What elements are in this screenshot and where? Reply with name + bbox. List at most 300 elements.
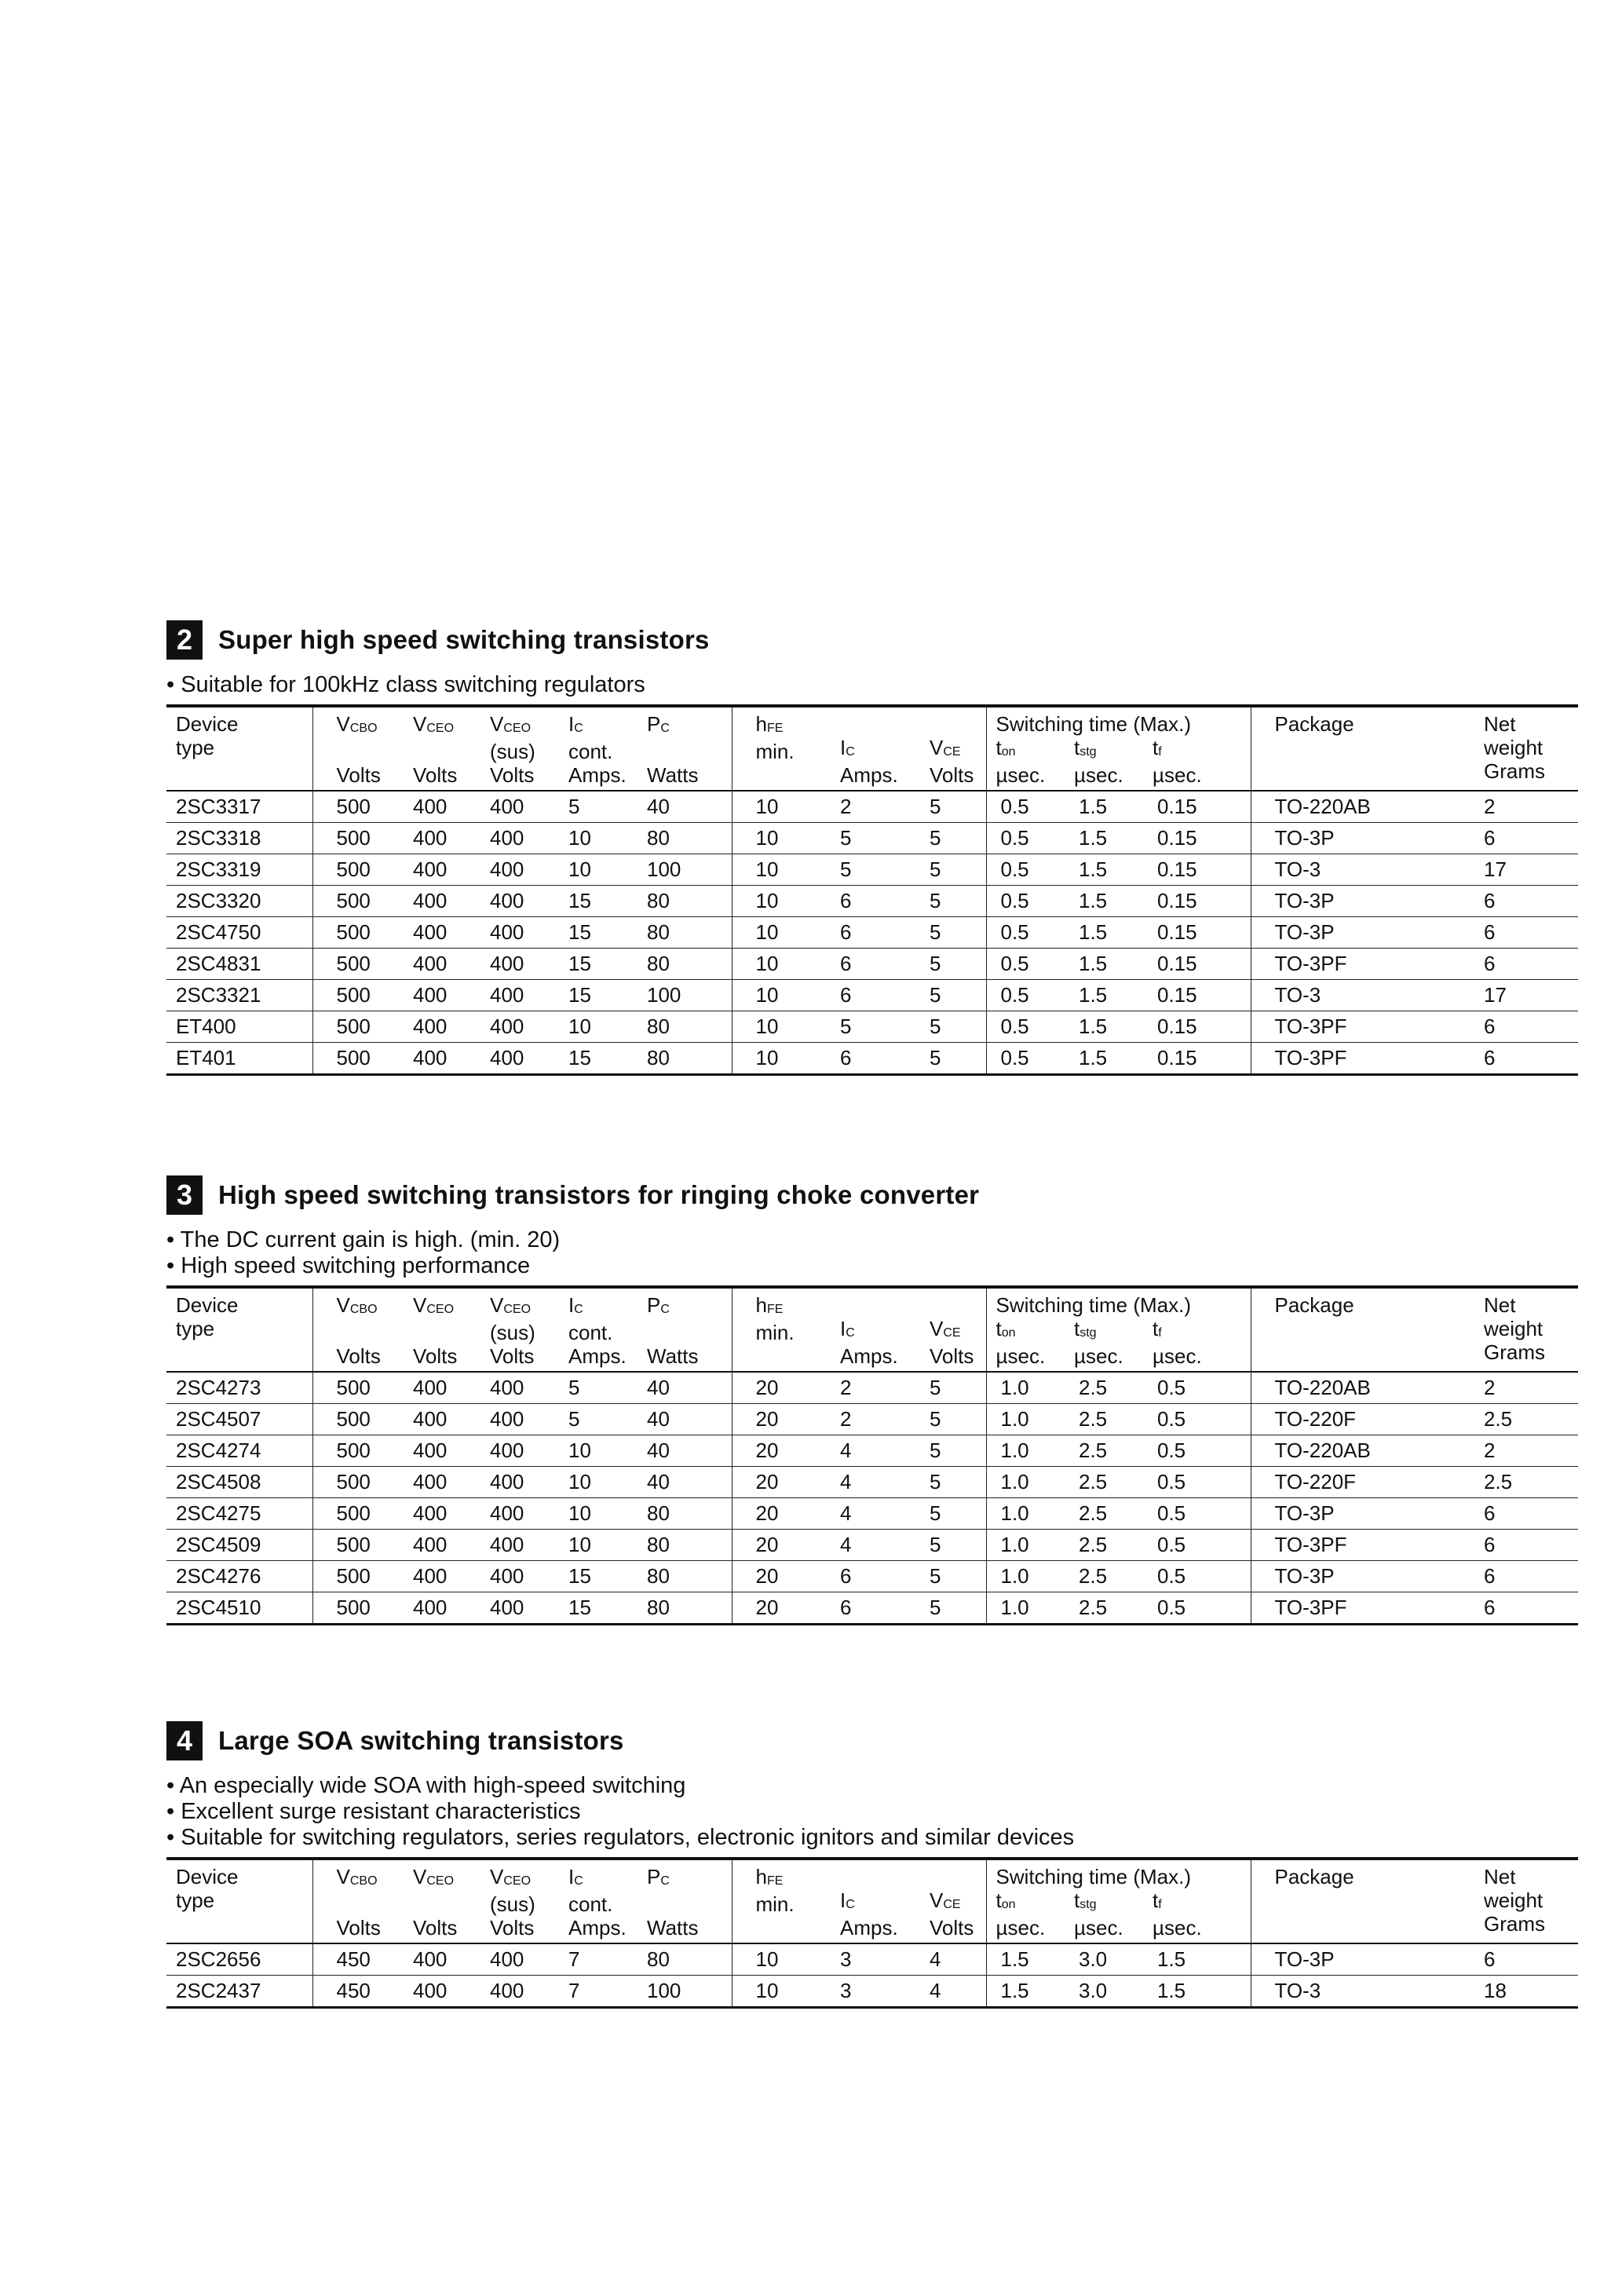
cell-net-weight: 2 [1460,791,1578,823]
cell-vcbo: 500 [312,1372,389,1404]
cell-pc: 80 [623,1561,732,1592]
cell-net-weight: 2 [1460,1435,1578,1467]
column-header-package [1251,1287,1460,1372]
spec-table [166,1285,1578,1625]
header-label: weight [1484,1317,1543,1340]
cell-hfe-vce: 5 [906,1404,986,1435]
cell-vcbo: 500 [312,1011,389,1043]
cell-hfe-ic: 6 [816,1592,906,1625]
cell-package: TO-3P [1251,823,1460,854]
cell-package: TO-3P [1251,1498,1460,1530]
cell-vcbo: 450 [312,1976,389,2008]
header-label: type [176,1888,215,1912]
cell-ton: 0.5 [986,791,1065,823]
cell-tstg: 1.5 [1065,823,1143,854]
table-row [166,1043,1578,1075]
cell-pc: 100 [623,1976,732,2008]
cell-hfe-vce: 5 [906,1561,986,1592]
cell-hfe-ic: 5 [816,1011,906,1043]
column-header-net-weight [1460,706,1578,791]
header-unit: Volts [930,1916,974,1940]
cell-tstg: 2.5 [1065,1592,1143,1625]
feature-item: • An especially wide SOA with high-speed switching [166,1773,686,1798]
cell-hfe-min: 20 [732,1498,816,1530]
cell-vceo: 400 [389,1404,466,1435]
cell-vcbo: 450 [312,1943,389,1976]
cell-hfe-vce: 5 [906,1592,986,1625]
header-label: Package [1274,712,1354,736]
cell-hfe-vce: 5 [906,1530,986,1561]
cell-hfe-min: 10 [732,823,816,854]
column-header-device-type [166,1859,312,1943]
cell-vceo: 400 [389,1592,466,1625]
cell-device-type: 2SC3319 [166,854,312,886]
header-label: I [568,1293,575,1317]
cell-ton: 0.5 [986,980,1065,1011]
table-row [166,1435,1578,1467]
cell-ic-cont: 10 [545,823,623,854]
cell-hfe-vce: 4 [906,1976,986,2008]
cell-ton: 1.5 [986,1943,1065,1976]
table-row [166,823,1578,854]
cell-device-type: 2SC4276 [166,1561,312,1592]
header-unit: µsec. [995,1344,1046,1368]
header-label: Device [176,712,239,736]
header-subscript: on [1001,745,1016,759]
header-unit: Watts [647,1916,699,1940]
header-label: V [930,1888,944,1912]
header-label: (sus) [490,1892,535,1916]
cell-tf: 0.15 [1143,823,1251,854]
cell-hfe-vce: 5 [906,791,986,823]
cell-vcbo: 500 [312,917,389,949]
header-label: min. [755,1892,795,1916]
header-row [166,1287,1578,1372]
cell-hfe-min: 20 [732,1435,816,1467]
cell-vceo-sus: 400 [466,1435,545,1467]
column-header-vceo-sus [466,1287,545,1372]
cell-net-weight: 2.5 [1460,1467,1578,1498]
header-label: Net [1484,1293,1516,1317]
header-label: cont. [568,1892,613,1916]
header-subscript: C [846,1326,855,1340]
cell-hfe-vce: 5 [906,1498,986,1530]
header-subscript: C [846,745,855,759]
cell-package: TO-3P [1251,1943,1460,1976]
header-label: V [413,1865,427,1888]
header-label: t [1153,1317,1159,1340]
header-unit: µsec. [1074,763,1123,787]
cell-package: TO-220AB [1251,1372,1460,1404]
header-unit: Volts [930,1344,974,1368]
table-row [166,791,1578,823]
cell-vcbo: 500 [312,1043,389,1075]
cell-ton: 1.0 [986,1372,1065,1404]
cell-ton: 1.0 [986,1530,1065,1561]
cell-hfe-min: 10 [732,854,816,886]
cell-vceo: 400 [389,1976,466,2008]
cell-vcbo: 500 [312,1592,389,1625]
cell-tstg: 2.5 [1065,1435,1143,1467]
cell-vceo: 400 [389,823,466,854]
header-label: I [840,1888,846,1912]
cell-package: TO-3PF [1251,1043,1460,1075]
header-subscript: CBO [349,1303,378,1316]
cell-ic-cont: 10 [545,1435,623,1467]
header-subscript: CEO [426,1874,455,1888]
cell-vceo: 400 [389,791,466,823]
cell-tstg: 1.5 [1065,886,1143,917]
header-label: I [840,736,846,759]
cell-tf: 0.5 [1143,1592,1251,1625]
cell-ic-cont: 7 [545,1943,623,1976]
header-unit: µsec. [1153,763,1202,787]
cell-tstg: 2.5 [1065,1561,1143,1592]
header-subscript: CBO [349,1874,378,1888]
cell-pc: 80 [623,917,732,949]
cell-hfe-ic: 4 [816,1435,906,1467]
section-number-badge: 4 [166,1721,203,1760]
cell-device-type: ET401 [166,1043,312,1075]
cell-ic-cont: 15 [545,886,623,917]
cell-net-weight: 6 [1460,1592,1578,1625]
cell-vceo-sus: 400 [466,1011,545,1043]
column-header-net-weight [1460,1287,1578,1372]
header-unit: Amps. [840,763,898,787]
header-subscript: C [660,1303,670,1316]
header-unit: Volts [413,763,458,787]
column-header-vcbo [312,706,389,791]
cell-ton: 0.5 [986,949,1065,980]
column-header-hfe-ic [816,706,906,791]
cell-tf: 0.5 [1143,1404,1251,1435]
cell-ic-cont: 10 [545,1011,623,1043]
feature-item: • Suitable for 100kHz class switching regulators [166,672,645,697]
header-subscript: stg [1080,745,1097,759]
cell-vceo-sus: 400 [466,1372,545,1404]
header-subscript: C [574,1303,583,1316]
column-header-hfe-vce [906,706,986,791]
cell-pc: 100 [623,854,732,886]
cell-hfe-min: 20 [732,1530,816,1561]
cell-net-weight: 18 [1460,1976,1578,2008]
header-label: type [176,1317,215,1340]
cell-hfe-vce: 5 [906,949,986,980]
cell-tstg: 3.0 [1065,1976,1143,2008]
cell-hfe-min: 10 [732,1043,816,1075]
cell-hfe-min: 20 [732,1592,816,1625]
cell-pc: 80 [623,1011,732,1043]
header-label: I [840,1317,846,1340]
header-label: weight [1484,1888,1543,1912]
header-label: V [490,1865,504,1888]
cell-vceo-sus: 400 [466,1943,545,1976]
cell-package: TO-3PF [1251,949,1460,980]
cell-vceo: 400 [389,1467,466,1498]
header-label: P [647,1865,661,1888]
column-header-vcbo [312,1287,389,1372]
header-label: t [1153,1888,1159,1912]
header-label: t [995,1888,1002,1912]
table-row [166,854,1578,886]
section-heading [166,620,1578,660]
column-header-vceo-sus [466,1859,545,1943]
header-subscript: C [574,722,583,735]
cell-vceo-sus: 400 [466,917,545,949]
cell-vceo-sus: 400 [466,1467,545,1498]
table-row [166,1561,1578,1592]
header-label: t [1153,736,1159,759]
cell-tstg: 2.5 [1065,1372,1143,1404]
cell-net-weight: 2.5 [1460,1404,1578,1435]
cell-hfe-min: 10 [732,1976,816,2008]
cell-pc: 40 [623,1435,732,1467]
cell-net-weight: 6 [1460,1043,1578,1075]
section-heading [166,1175,1578,1215]
cell-hfe-vce: 4 [906,1943,986,1976]
column-header-ic-cont [545,706,627,791]
cell-pc: 80 [623,1592,732,1625]
table-row [166,1404,1578,1435]
header-label: t [1074,736,1080,759]
header-subscript: CE [943,745,961,759]
cell-tf: 0.15 [1143,949,1251,980]
header-unit: Grams [1484,1912,1545,1936]
cell-ton: 0.5 [986,917,1065,949]
cell-device-type: 2SC2437 [166,1976,312,2008]
header-unit: Watts [647,1344,699,1368]
header-subscript: C [574,1874,583,1888]
cell-vceo: 400 [389,917,466,949]
cell-vceo-sus: 400 [466,886,545,917]
section-title: High speed switching transistors for ringing choke converter [218,1180,980,1209]
header-label: Switching time (Max.) [995,1293,1191,1317]
table-row [166,980,1578,1011]
column-header-hfe-vce [906,1287,986,1372]
section-4 [166,1721,1578,2009]
cell-package: TO-3PF [1251,1530,1460,1561]
column-header-net-weight [1460,1859,1578,1943]
cell-hfe-min: 10 [732,980,816,1011]
table-row [166,1592,1578,1625]
cell-vceo: 400 [389,1372,466,1404]
cell-vceo: 400 [389,1561,466,1592]
column-header-vceo [389,1287,466,1372]
header-label: V [930,736,944,759]
cell-vceo-sus: 400 [466,1976,545,2008]
cell-hfe-vce: 5 [906,823,986,854]
header-subscript: CEO [503,722,532,735]
header-label: V [413,712,427,736]
table-row [166,949,1578,980]
header-unit: Amps. [568,763,627,787]
column-header-vcbo [312,1859,389,1943]
cell-package: TO-3P [1251,917,1460,949]
cell-hfe-min: 10 [732,1011,816,1043]
cell-hfe-ic: 6 [816,886,906,917]
section-2 [166,620,1578,1076]
header-label: Package [1274,1865,1354,1888]
cell-net-weight: 6 [1460,1943,1578,1976]
feature-list [166,1773,1578,1851]
header-unit: Volts [336,763,381,787]
cell-ic-cont: 10 [545,854,623,886]
cell-pc: 80 [623,949,732,980]
table-row [166,1372,1578,1404]
header-subscript: stg [1080,1898,1097,1911]
cell-ton: 1.0 [986,1404,1065,1435]
header-label: P [647,1293,661,1317]
cell-vceo: 400 [389,1530,466,1561]
header-unit: Volts [490,1344,535,1368]
cell-vceo-sus: 400 [466,1404,545,1435]
header-label: V [930,1317,944,1340]
header-label: V [490,712,504,736]
cell-net-weight: 6 [1460,823,1578,854]
cell-hfe-ic: 6 [816,980,906,1011]
cell-tf: 0.5 [1143,1372,1251,1404]
header-subscript: stg [1080,1326,1097,1340]
cell-hfe-ic: 6 [816,917,906,949]
cell-vceo-sus: 400 [466,1498,545,1530]
header-unit: Amps. [568,1344,627,1368]
cell-vcbo: 500 [312,1467,389,1498]
cell-tf: 0.15 [1143,886,1251,917]
column-header-pc [623,706,732,791]
cell-hfe-min: 10 [732,791,816,823]
cell-device-type: 2SC4750 [166,917,312,949]
header-label: V [336,1293,350,1317]
cell-vcbo: 500 [312,1498,389,1530]
cell-device-type: 2SC3320 [166,886,312,917]
cell-hfe-ic: 5 [816,823,906,854]
cell-ton: 1.0 [986,1592,1065,1625]
cell-device-type: 2SC2656 [166,1943,312,1976]
header-unit: µsec. [1074,1916,1123,1940]
header-label: (sus) [490,740,535,763]
header-subscript: CEO [503,1874,532,1888]
cell-package: TO-220F [1251,1404,1460,1435]
cell-device-type: 2SC4273 [166,1372,312,1404]
cell-vceo: 400 [389,1043,466,1075]
cell-hfe-ic: 3 [816,1943,906,1976]
cell-net-weight: 17 [1460,854,1578,886]
column-header-ic-cont [545,1859,627,1943]
table-row [166,1498,1578,1530]
cell-device-type: 2SC4508 [166,1467,312,1498]
cell-hfe-min: 10 [732,949,816,980]
cell-vceo: 400 [389,1435,466,1467]
header-label: I [568,712,575,736]
cell-package: TO-3P [1251,1561,1460,1592]
feature-list [166,1227,1578,1279]
cell-tstg: 2.5 [1065,1404,1143,1435]
header-subscript: CE [943,1326,961,1340]
cell-vceo-sus: 400 [466,854,545,886]
header-row [166,1859,1578,1943]
column-header-hfe-min [732,1859,816,1943]
cell-vceo: 400 [389,980,466,1011]
cell-package: TO-3 [1251,980,1460,1011]
feature-list [166,672,1578,698]
cell-net-weight: 6 [1460,1498,1578,1530]
cell-tf: 0.15 [1143,1043,1251,1075]
cell-hfe-ic: 3 [816,1976,906,2008]
column-header-device-type [166,706,312,791]
header-label: Net [1484,1865,1516,1888]
cell-hfe-ic: 2 [816,791,906,823]
cell-tstg: 1.5 [1065,791,1143,823]
cell-device-type: 2SC4275 [166,1498,312,1530]
cell-vceo-sus: 400 [466,1043,545,1075]
column-header-package [1251,1859,1460,1943]
header-subscript: C [660,722,670,735]
cell-hfe-ic: 5 [816,854,906,886]
table-row [166,1943,1578,1976]
table-row [166,917,1578,949]
header-unit: Watts [647,763,699,787]
cell-package: TO-220AB [1251,1435,1460,1467]
header-unit: µsec. [995,763,1046,787]
header-label: (sus) [490,1321,535,1344]
header-label: Switching time (Max.) [995,712,1191,736]
cell-net-weight: 6 [1460,1561,1578,1592]
cell-tf: 0.5 [1143,1530,1251,1561]
spec-table [166,704,1578,1076]
header-unit: µsec. [995,1916,1046,1940]
cell-ton: 0.5 [986,823,1065,854]
cell-tf: 0.5 [1143,1561,1251,1592]
header-subscript: CEO [426,722,455,735]
column-header-pc [623,1859,732,1943]
cell-device-type: 2SC4507 [166,1404,312,1435]
cell-pc: 80 [623,886,732,917]
cell-hfe-vce: 5 [906,917,986,949]
cell-vcbo: 500 [312,1530,389,1561]
column-header-hfe-min [732,706,816,791]
cell-ic-cont: 7 [545,1976,623,2008]
header-subscript: CE [943,1898,961,1911]
cell-ic-cont: 15 [545,949,623,980]
header-unit: µsec. [1074,1344,1123,1368]
cell-vceo: 400 [389,1943,466,1976]
cell-hfe-ic: 2 [816,1372,906,1404]
cell-vcbo: 500 [312,1404,389,1435]
column-header-ic-cont [545,1287,627,1372]
cell-device-type: 2SC4274 [166,1435,312,1467]
cell-device-type: 2SC4510 [166,1592,312,1625]
cell-ic-cont: 15 [545,1043,623,1075]
cell-hfe-ic: 6 [816,1043,906,1075]
header-unit: Volts [490,763,535,787]
section-number-badge: 2 [166,620,203,660]
cell-pc: 40 [623,791,732,823]
header-label: Switching time (Max.) [995,1865,1191,1888]
header-label: cont. [568,1321,613,1344]
cell-package: TO-220F [1251,1467,1460,1498]
cell-ton: 1.0 [986,1561,1065,1592]
cell-hfe-min: 10 [732,1943,816,1976]
header-label: I [568,1865,575,1888]
header-label: Device [176,1293,239,1317]
cell-ic-cont: 5 [545,1404,623,1435]
cell-hfe-ic: 4 [816,1467,906,1498]
cell-ic-cont: 15 [545,1592,623,1625]
header-label: Device [176,1865,239,1888]
cell-ton: 0.5 [986,1043,1065,1075]
cell-tf: 0.5 [1143,1498,1251,1530]
cell-tstg: 2.5 [1065,1467,1143,1498]
